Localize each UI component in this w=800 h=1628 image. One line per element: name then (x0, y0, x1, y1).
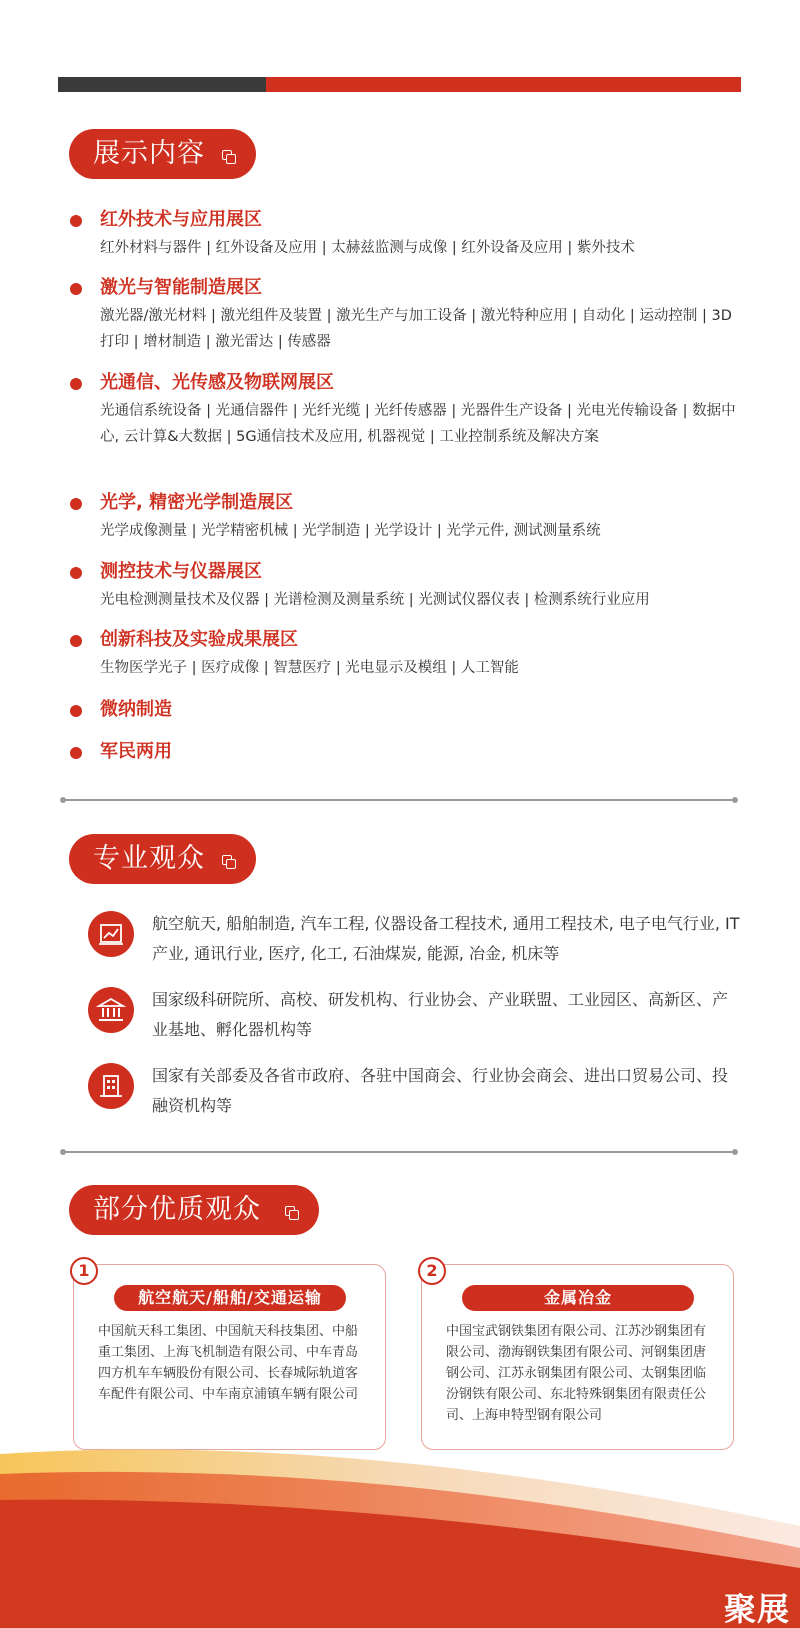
card-heading: 航空航天/船舶/交通运输 (114, 1285, 346, 1311)
section-title-exhibits (69, 129, 256, 179)
audience-item (88, 909, 738, 973)
exhibit-category-desc: 光学成像测量 | 光学精密机械 | 光学制造 | 光学设计 | 光学元件, 测试测量系统 (100, 523, 601, 539)
card-number: 2 (418, 1257, 446, 1285)
top-accent-bar (58, 77, 741, 92)
quality-card (421, 1261, 734, 1450)
exhibit-category-title: 激光与智能制造展区 (100, 277, 262, 298)
exhibit-category-title: 测控技术与仪器展区 (100, 561, 262, 582)
bullet-dot (70, 635, 82, 647)
top-bar-dark-segment (58, 77, 266, 92)
audience-item (88, 1061, 738, 1125)
copy-icon (222, 150, 236, 164)
copy-icon (222, 855, 236, 869)
bullet-dot (70, 283, 82, 295)
section-divider (63, 1151, 735, 1153)
exhibit-category-title: 光通信、光传感及物联网展区 (100, 372, 334, 393)
section-title-audience-label: 专业观众 (93, 843, 205, 874)
card-body: 中国航天科工集团、中国航天科技集团、中船重工集团、上海飞机制造有限公司、中车青岛四方机车车辆股份有限公司、长春城际轨道客车配件有限公司、中车南京浦镇车辆有限公司 (98, 1324, 359, 1402)
exhibit-category-title: 红外技术与应用展区 (100, 209, 262, 230)
building-icon (88, 1063, 134, 1109)
exhibit-category-title: 微纳制造 (100, 699, 172, 720)
exhibit-category-desc: 红外材料与器件 | 红外设备及应用 | 太赫兹监测与成像 | 红外设备及应用 | 紫外技术 (100, 240, 635, 256)
section-title-exhibits-label: 展示内容 (93, 138, 205, 169)
brand-logo: 聚展 (723, 1590, 790, 1628)
section-title-quality-label: 部分优质观众 (93, 1194, 261, 1225)
audience-item-text: 国家有关部委及各省市政府、各驻中国商会、行业协会商会、进出口贸易公司、投融资机构等 (152, 1066, 729, 1115)
bullet-dot (70, 747, 82, 759)
audience-item-text: 航空航天, 船舶制造, 汽车工程, 仪器设备工程技术, 通用工程技术, 电子电气行业, IT产业, 通讯行业, 医疗, 化工, 石油煤炭, 能源, 冶金, 机床等 (152, 914, 740, 963)
exhibit-category-title: 光学, 精密光学制造展区 (100, 492, 294, 513)
chart-icon (88, 911, 134, 957)
section-title-audience (69, 834, 256, 884)
exhibit-category-desc: 光电检测测量技术及仪器 | 光谱检测及测量系统 | 光测试仪器仪表 | 检测系统行业应用 (100, 592, 650, 608)
top-bar-red-segment (266, 77, 741, 92)
bullet-dot (70, 498, 82, 510)
card-body: 中国宝武钢铁集团有限公司、江苏沙钢集团有限公司、渤海钢铁集团有限公司、河钢集团唐钢公司、江苏永钢集团有限公司、太钢集团临汾钢铁有限公司、东北特殊钢集团有限责任公司、上海申特型钢有限公司 (446, 1324, 707, 1423)
bullet-dot (70, 705, 82, 717)
exhibit-category-title: 创新科技及实验成果展区 (100, 629, 298, 650)
exhibit-category-desc: 生物医学光子 | 医疗成像 | 智慧医疗 | 光电显示及模组 | 人工智能 (100, 660, 519, 676)
card-heading: 金属冶金 (462, 1285, 694, 1311)
audience-item-text: 国家级科研院所、高校、研发机构、行业协会、产业联盟、工业园区、高新区、产业基地、孵化器机构等 (152, 990, 729, 1039)
exhibit-category-desc: 光通信系统设备 | 光通信器件 | 光纤光缆 | 光纤传感器 | 光器件生产设备 | 光电光传输设备 | 数据中心, 云计算&大数据 | 5G通信技术及应用, 机器视觉 | 工业控制系统及解决方案 (100, 403, 736, 445)
exhibit-category-title: 军民两用 (100, 741, 172, 762)
exhibit-category-desc: 激光器/激光材料 | 激光组件及装置 | 激光生产与加工设备 | 激光特种应用 | 自动化 | 运动控制 | 3D打印 | 增材制造 | 激光雷达 | 传感器 (100, 308, 732, 350)
bullet-dot (70, 567, 82, 579)
card-number: 1 (70, 1257, 98, 1285)
section-title-quality (69, 1185, 319, 1235)
section-divider (63, 799, 735, 801)
bottom-wave-decoration (0, 1440, 800, 1628)
audience-item (88, 985, 738, 1049)
copy-icon (285, 1206, 299, 1220)
quality-card (73, 1261, 386, 1450)
bullet-dot (70, 215, 82, 227)
bullet-dot (70, 378, 82, 390)
institution-icon (88, 987, 134, 1033)
